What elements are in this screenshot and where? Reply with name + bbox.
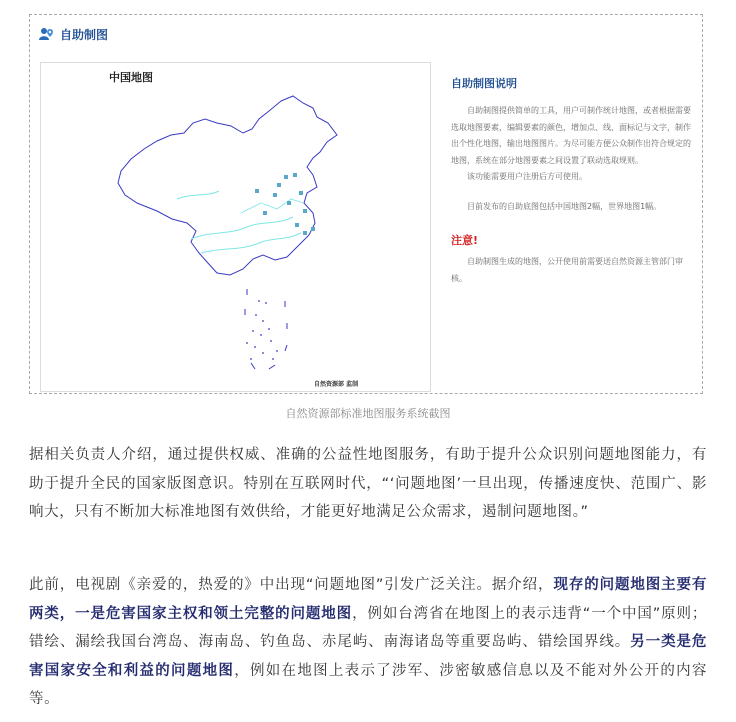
china-map-drawing xyxy=(41,63,430,391)
china-outline xyxy=(118,96,337,275)
river-2 xyxy=(201,233,301,253)
panel-title: 自助制图 xyxy=(60,27,109,42)
map-user-icon xyxy=(39,27,55,41)
article-text: ，例如台湾省在地图上的表示违背“一个中国”原则；错绘、漏绘我国台湾岛、海南岛、钓鱼岛、赤尾屿、南海诸岛等重要岛屿、错绘国界线。 xyxy=(29,605,708,650)
province-line xyxy=(241,199,303,213)
article-text: 此前，电视剧《亲爱的，热爱的》中出现“问题地图”引发广泛关注。据介绍， xyxy=(29,577,554,593)
notice-heading: 注意! xyxy=(451,234,479,247)
mapping-instructions xyxy=(451,75,691,287)
river-1 xyxy=(191,217,293,239)
article-paragraph: 据相关负责人介绍，通过提供权威、准确的公益性地图服务，有助于提升公众识别问题地图能力，有助于提升全民的国家版图意识。特别在互联网时代，“‘问题地图’一旦出现，传播速度快、范围广、影响大，只有不断加大标准地图有效供给，才能更好地满足公众需求，遏制问题地图。” xyxy=(29,447,707,520)
notice-text: 自助制图生成的地图，公开使用前需要送自然资源主管部门审核。 xyxy=(451,257,683,283)
article-text: ，例如在地图上表示了涉军、涉密敏感信息以及不能对外公开的内容等。 xyxy=(29,662,707,707)
river-3 xyxy=(177,191,219,199)
map-credit: 自然资源部 监制 xyxy=(314,381,359,388)
panel-header xyxy=(39,24,108,44)
china-map-preview[interactable] xyxy=(40,62,431,392)
instructions-heading: 自助制图说明 xyxy=(451,77,517,90)
nine-dash-line xyxy=(245,289,287,369)
instructions-paragraph: 该功能需要用户注册后方可使用。 xyxy=(467,172,587,181)
south-china-sea-islands xyxy=(246,300,278,360)
highlight-text: 另一类是危害国家安全和利益的问题地图 xyxy=(29,634,707,679)
image-caption: 自然资源部标准地图服务系统截图 xyxy=(285,407,451,420)
self-service-mapping-panel xyxy=(29,14,703,394)
article-paragraph xyxy=(29,571,707,714)
instructions-paragraph: 自助制图提供简单的工具，用户可制作统计地图，或者根据需要选取地图要素，编辑要素的颜色，增加点、线、面标记与文字，制作出个性化地图，输出地图图片。为尽可能方便公众制作出符合规定的地图，系统在部分地图要素之间设置了联动选取规则。 xyxy=(451,106,691,165)
highlight-text: 现存的问题地图主要有两类，一是危害国家主权和领土完整的问题地图 xyxy=(29,577,708,622)
article-paragraph-2-block xyxy=(29,571,707,714)
article-paragraph-1-block xyxy=(29,441,707,527)
instructions-paragraph: 目前发布的自助底图包括中国地图2幅，世界地图1幅。 xyxy=(467,201,662,211)
map-title: 中国地图 xyxy=(109,71,153,84)
